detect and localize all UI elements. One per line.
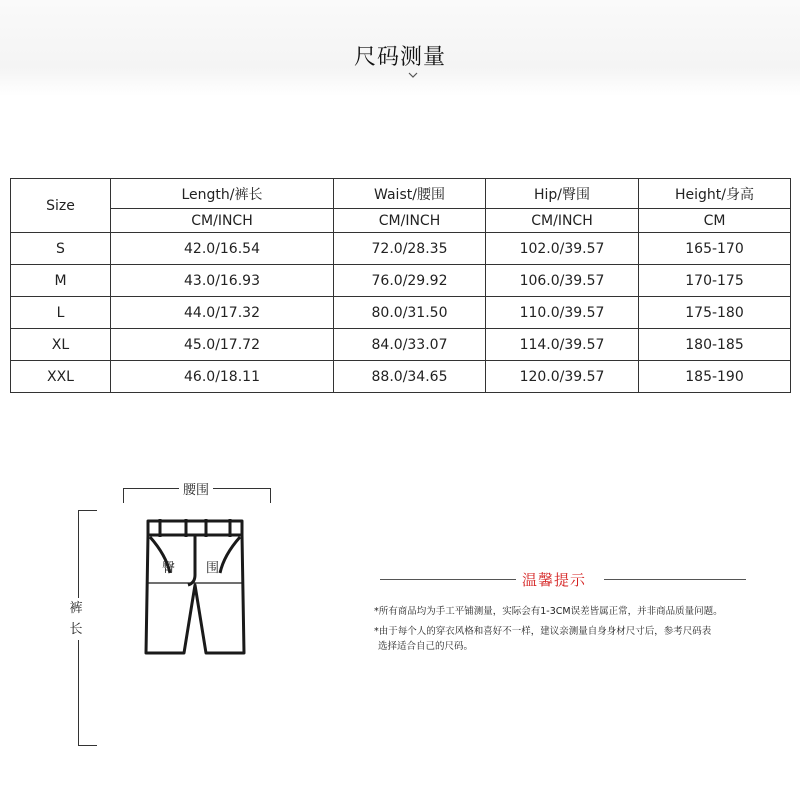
tips-divider-right <box>604 579 746 580</box>
size-cell: XL <box>11 329 111 361</box>
table-row <box>11 233 791 265</box>
table-unit-row <box>11 209 791 233</box>
hip-label-char: 臀 <box>162 561 176 576</box>
column-header-height: Height/身高 <box>639 179 791 209</box>
hip-cell: 102.0/39.57 <box>486 233 639 265</box>
waist-cell: 72.0/28.35 <box>334 233 486 265</box>
chevron-down-icon <box>408 70 418 80</box>
table-row <box>11 297 791 329</box>
page-title: 尺码测量 <box>353 45 446 70</box>
length-cell: 43.0/16.93 <box>111 265 334 297</box>
table-row <box>11 329 791 361</box>
length-cell: 46.0/18.11 <box>111 361 334 393</box>
length-cell: 42.0/16.54 <box>111 233 334 265</box>
height-cell: 170-175 <box>639 265 791 297</box>
length-label <box>64 598 88 640</box>
length-cell: 45.0/17.72 <box>111 329 334 361</box>
column-unit-length: CM/INCH <box>111 209 334 233</box>
size-cell: L <box>11 297 111 329</box>
waist-cell: 84.0/33.07 <box>334 329 486 361</box>
size-cell: M <box>11 265 111 297</box>
length-cell: 44.0/17.32 <box>111 297 334 329</box>
height-cell: 185-190 <box>639 361 791 393</box>
tips-line: *所有商品均为手工平铺测量，实际会有1-3CM误差皆属正常，并非商品质量问题。 <box>374 606 723 617</box>
hip-cell: 110.0/39.57 <box>486 297 639 329</box>
column-header-waist: Waist/腰围 <box>334 179 486 209</box>
height-cell: 180-185 <box>639 329 791 361</box>
table-header-row <box>11 179 791 209</box>
hip-cell: 106.0/39.57 <box>486 265 639 297</box>
column-unit-waist: CM/INCH <box>334 209 486 233</box>
hip-cell: 120.0/39.57 <box>486 361 639 393</box>
tips-divider-left <box>380 579 516 580</box>
column-unit-height: CM <box>639 209 791 233</box>
waist-cell: 76.0/29.92 <box>334 265 486 297</box>
size-cell: XXL <box>11 361 111 393</box>
waist-cell: 88.0/34.65 <box>334 361 486 393</box>
hip-label-char: 围 <box>206 561 220 576</box>
height-cell: 165-170 <box>639 233 791 265</box>
table-row <box>11 265 791 297</box>
tips-line: *由于每个人的穿衣风格和喜好不一样，建议亲测量自身身材尺寸后，参考尺码表 <box>374 626 712 637</box>
length-label-char: 裤 <box>69 601 83 616</box>
column-header-hip: Hip/臀围 <box>486 179 639 209</box>
length-label-char: 长 <box>69 622 83 637</box>
size-table <box>10 178 791 393</box>
column-header-length: Length/裤长 <box>111 179 334 209</box>
height-cell: 175-180 <box>639 297 791 329</box>
column-unit-hip: CM/INCH <box>486 209 639 233</box>
shorts-icon <box>140 515 250 655</box>
size-header: Size <box>11 179 111 233</box>
tips-title: 温馨提示 <box>522 571 587 589</box>
waist-label: 腰围 <box>179 479 213 498</box>
hip-cell: 114.0/39.57 <box>486 329 639 361</box>
waist-cell: 80.0/31.50 <box>334 297 486 329</box>
table-row <box>11 361 791 393</box>
size-cell: S <box>11 233 111 265</box>
tips-line: 选择适合自己的尺码。 <box>378 641 474 652</box>
